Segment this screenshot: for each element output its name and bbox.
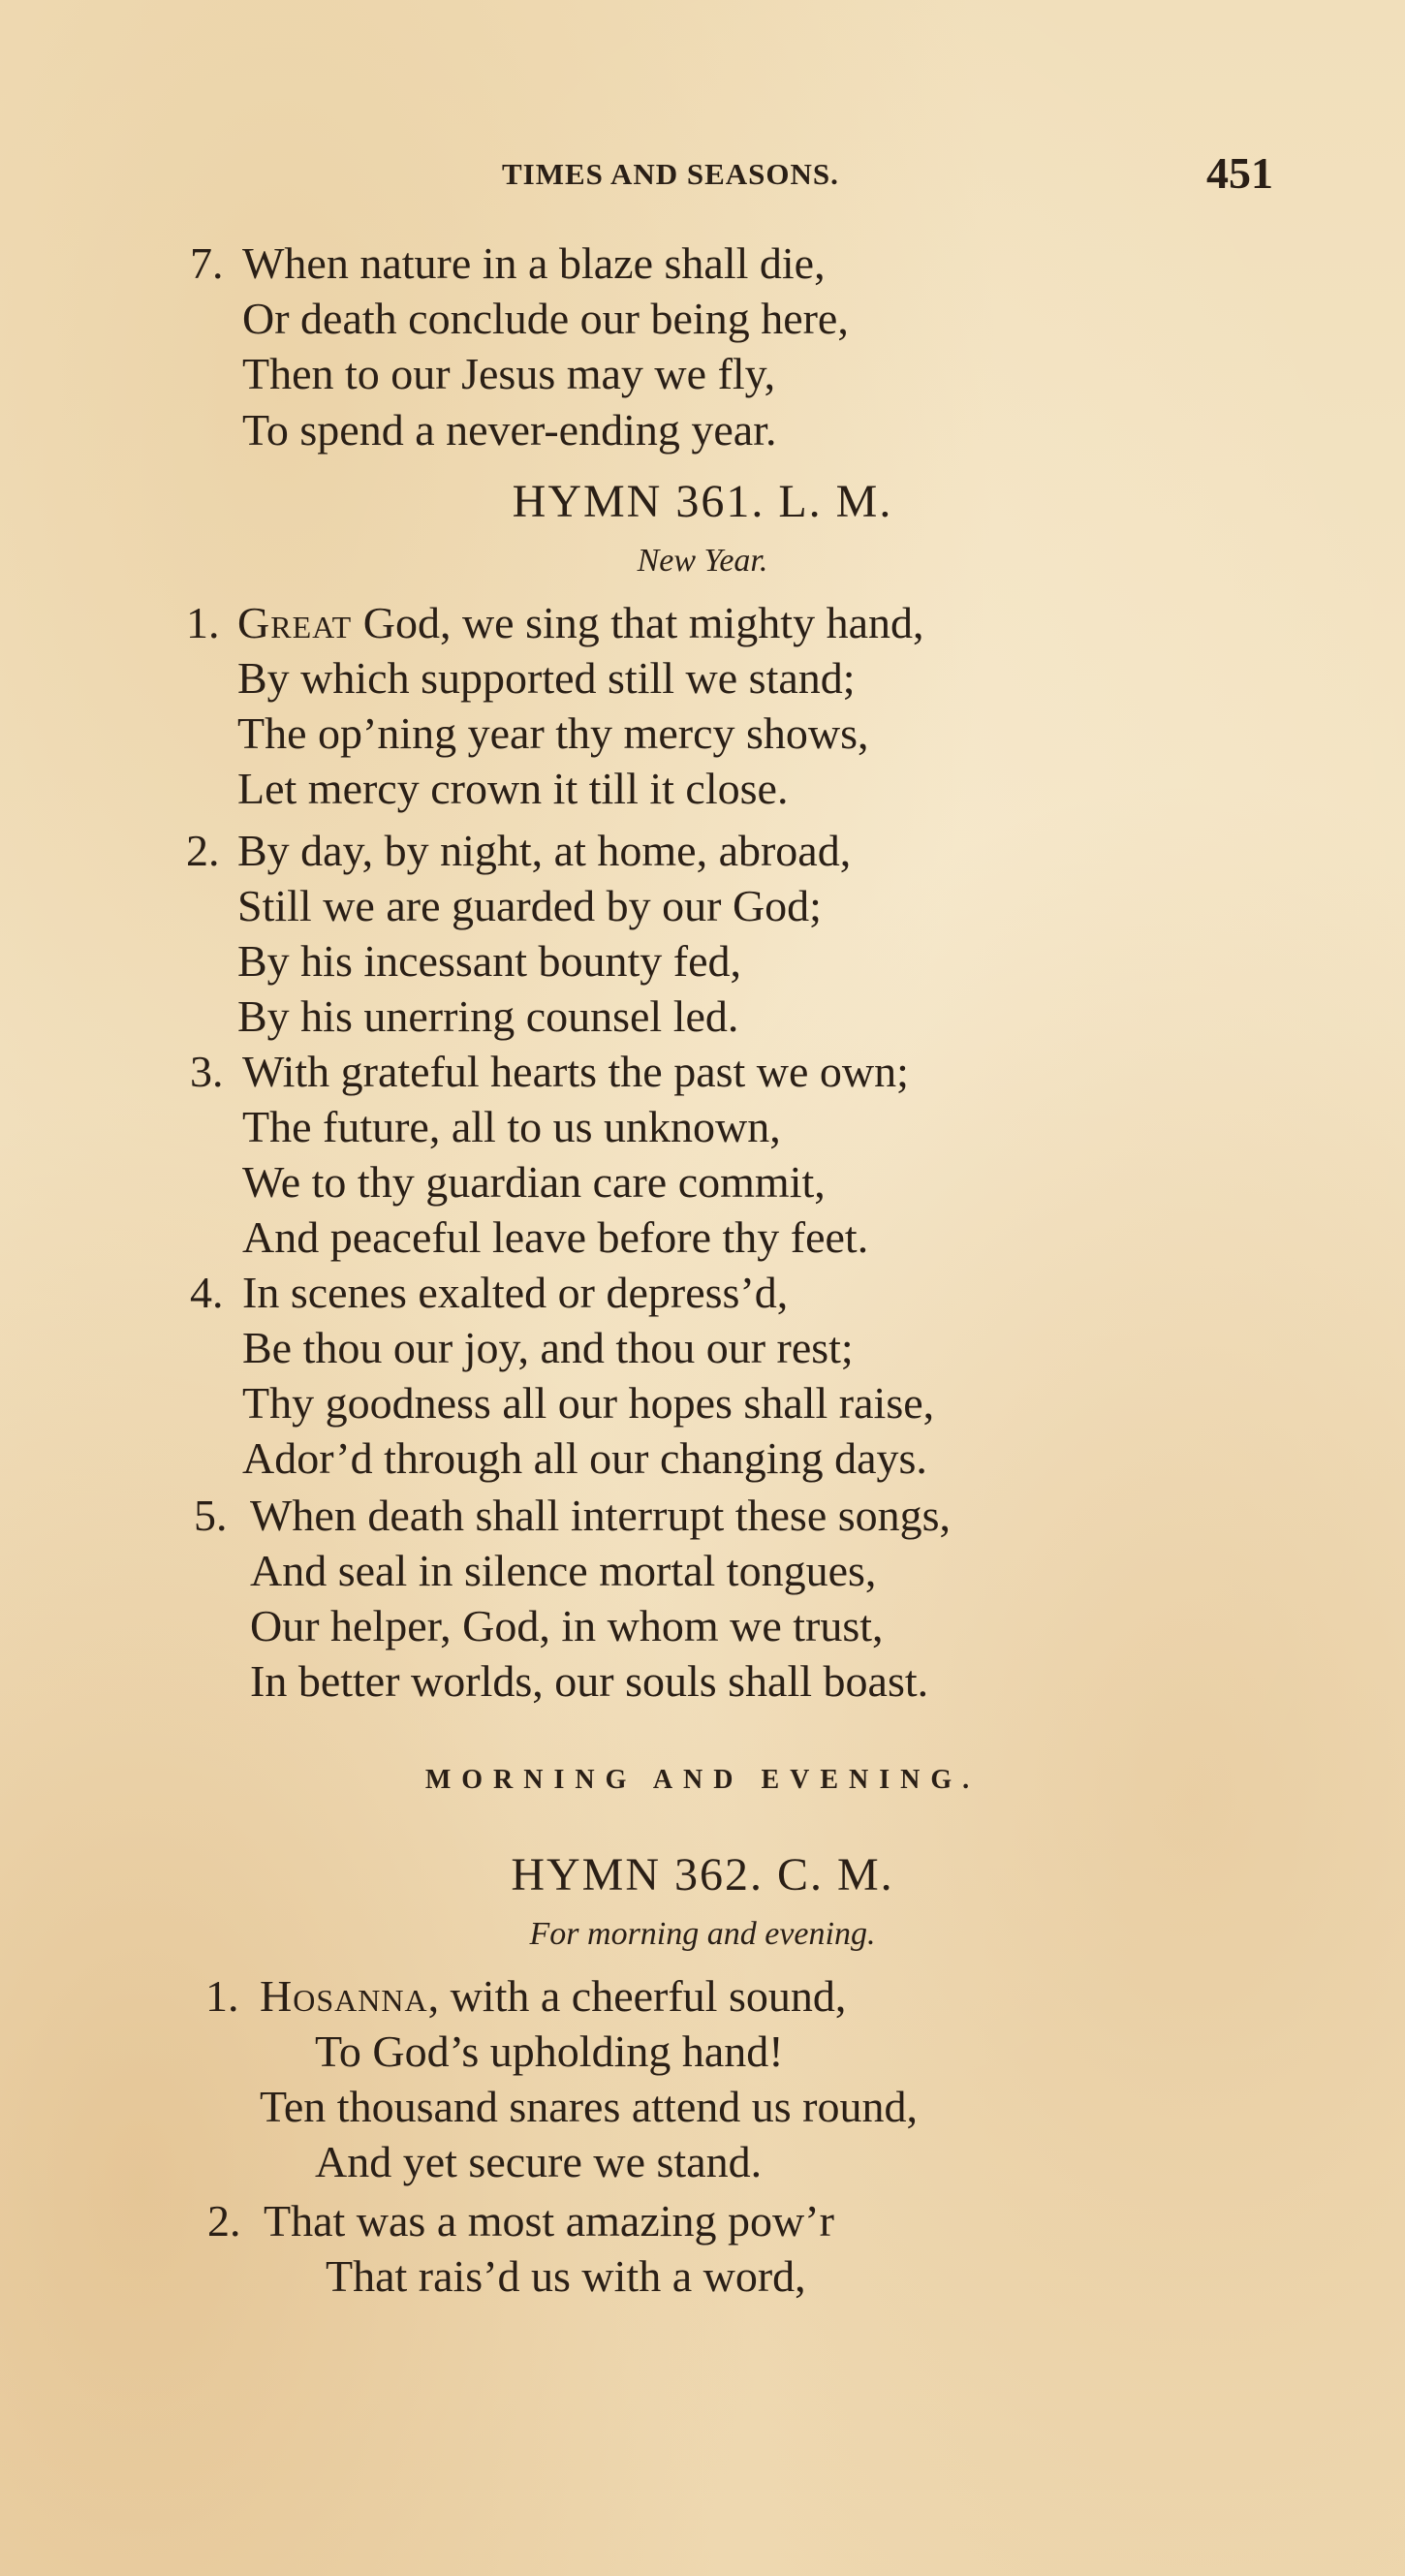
running-title: TIMES AND SEASONS.: [502, 157, 839, 191]
stanza-number: 1.: [205, 1971, 239, 2021]
section-heading: MORNING AND EVENING.: [424, 1765, 981, 1795]
stanza-number: 7.: [190, 238, 224, 288]
stanza-line: And seal in silence mortal tongues,: [250, 1546, 877, 1595]
hymn-361-title: HYMN 361. L. M.: [512, 476, 893, 527]
stanza-line: Still we are guarded by our God;: [237, 881, 822, 930]
stanza-line: By his unerring counsel led.: [237, 991, 739, 1041]
stanza-line: When death shall interrupt these songs,: [250, 1491, 952, 1540]
stanza-line: By which supported still we stand;: [237, 653, 856, 703]
stanza-line: Thy goodness all our hopes shall raise,: [242, 1378, 935, 1428]
stanza-line: In scenes exalted or depress’d,: [242, 1268, 789, 1317]
stanza-line: And yet secure we stand.: [315, 2137, 763, 2186]
running-head: [0, 147, 1405, 205]
stanza-line: By day, by night, at home, abroad,: [237, 826, 852, 875]
stanza-line: With grateful hearts the past we own;: [242, 1047, 909, 1096]
stanza-lead-word: Hosanna: [260, 1971, 428, 2021]
stanza-line: That rais’d us with a word,: [326, 2251, 806, 2301]
stanza-number: 4.: [190, 1268, 224, 1317]
stanza-first-line-rest: God, we sing that mighty hand,: [352, 598, 924, 647]
stanza-line: By his incessant bounty fed,: [237, 936, 741, 986]
stanza-lead-word: Great: [237, 598, 353, 647]
stanza-line: That was a most amazing pow’r: [264, 2196, 834, 2246]
stanza-line: In better worlds, our souls shall boast.: [250, 1656, 929, 1706]
hymn-362-title: HYMN 362. C. M.: [511, 1849, 894, 1901]
stanza-line: Ten thousand snares attend us round,: [260, 2082, 918, 2131]
stanza-first-line: [237, 596, 924, 650]
stanza-line: Be thou our joy, and thou our rest;: [242, 1323, 854, 1372]
stanza-line: To spend a never-ending year.: [242, 405, 777, 455]
stanza-line: The op’ning year thy mercy shows,: [237, 708, 869, 758]
hymn-361-subtitle: New Year.: [637, 543, 768, 579]
stanza-line: Or death conclude our being here,: [242, 294, 849, 343]
stanza-line: Let mercy crown it till it close.: [237, 764, 789, 813]
stanza-first-line-rest: , with a cheerful sound,: [427, 1971, 847, 2021]
hymn-362-subtitle: For morning and evening.: [529, 1916, 876, 1952]
stanza-line: We to thy guardian care commit,: [242, 1157, 826, 1207]
stanza-number: 5.: [194, 1491, 228, 1540]
stanza-line: To God’s upholding hand!: [315, 2026, 784, 2076]
stanza-line: Our helper, God, in whom we trust,: [250, 1601, 884, 1650]
stanza-number: 3.: [190, 1047, 224, 1096]
stanza-first-line: [260, 1969, 846, 2024]
stanza-line: Then to our Jesus may we fly,: [242, 349, 776, 398]
stanza-number: 2.: [186, 826, 220, 875]
stanza-line: Ador’d through all our changing days.: [242, 1433, 927, 1483]
page-number: 451: [1206, 148, 1273, 198]
stanza-number: 2.: [207, 2196, 241, 2246]
stanza-line: When nature in a blaze shall die,: [242, 238, 826, 288]
stanza-line: The future, all to us unknown,: [242, 1102, 781, 1151]
stanza-number: 1.: [186, 598, 220, 647]
stanza-line: And peaceful leave before thy feet.: [242, 1212, 869, 1262]
